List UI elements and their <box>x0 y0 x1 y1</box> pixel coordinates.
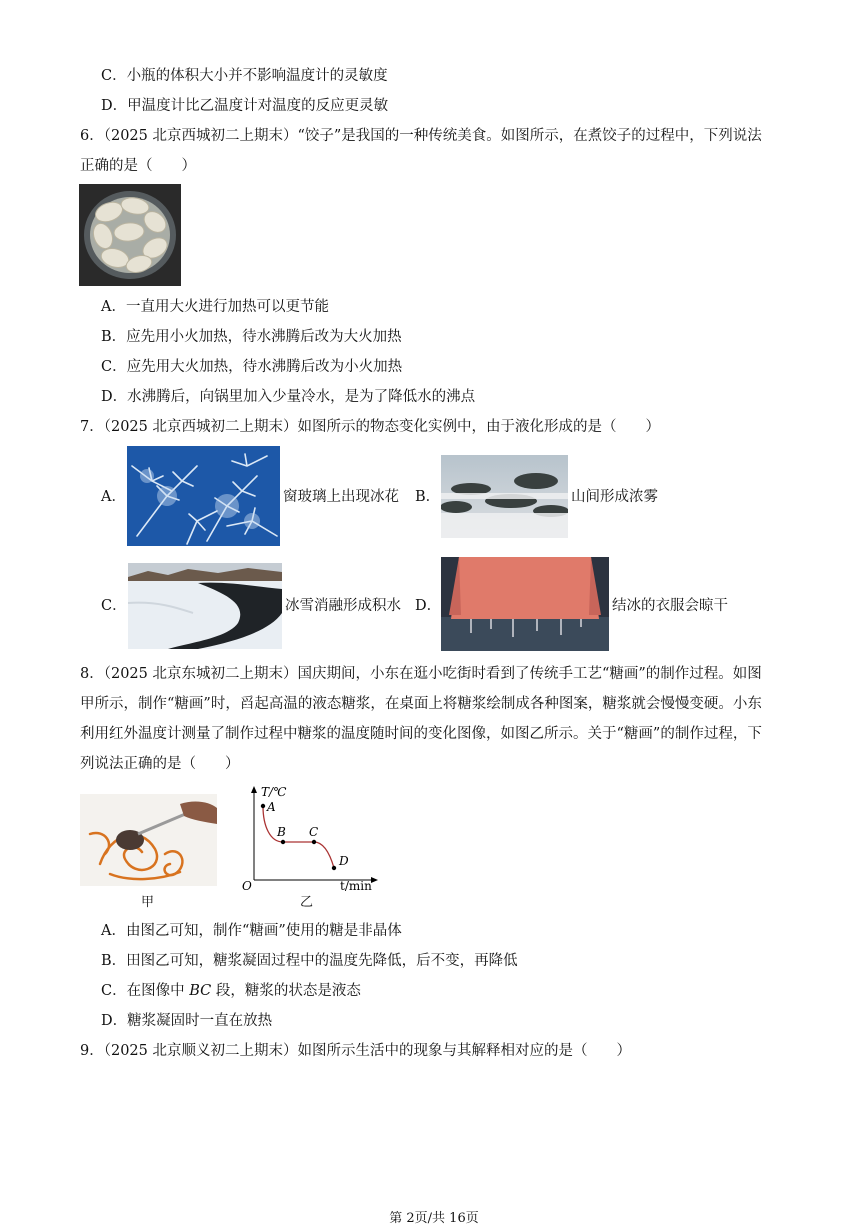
q8-stem-line2: 甲所示，制作“糖画”时，舀起高温的液态糖浆，在桌面上将糖浆绘制成各种图案，糖浆就会慢慢变硬。小东 <box>80 696 762 712</box>
q6-stem-line2: 正确的是（ ） <box>80 158 196 174</box>
y-axis-label: T/℃ <box>261 785 287 799</box>
q7-option-a-letter: A． <box>101 489 126 505</box>
q8-stem-line3: 利用红外温度计测量了制作过程中糖浆的温度随时间的变化图像，如图乙所示。关于“糖画”的制作过程，下 <box>80 726 762 742</box>
point-b-dot <box>281 840 285 844</box>
q8-option-d: D．糖浆凝固时一直在放热 <box>101 1013 273 1029</box>
mountain-fog-photo <box>441 455 568 538</box>
ice-flower-photo <box>127 446 280 546</box>
melting-snow-photo <box>128 563 282 649</box>
temperature-time-graph <box>238 784 380 892</box>
q6-option-b: B．应先用小火加热，待水沸腾后改为大火加热 <box>101 329 402 345</box>
fig-jia-label: 甲 <box>141 895 155 910</box>
cooling-curve <box>263 806 334 868</box>
frozen-clothes-photo <box>441 557 609 651</box>
origin-label: O <box>242 879 252 892</box>
point-b-label: B <box>277 825 286 839</box>
q7-option-c-letter: C． <box>101 598 127 614</box>
q8-stem-line1: 8．（2025 北京东城初二上期末）国庆期间，小东在逛小吃街时看到了传统手工艺“糖画”的制作过程。如图 <box>80 666 762 682</box>
q8-stem-line4: 列说法正确的是（ ） <box>80 756 240 772</box>
q8-option-c-segment: BC <box>189 983 212 999</box>
q7-option-c-caption: 冰雪消融形成积水 <box>285 598 401 614</box>
q7-option-b-caption: 山间形成浓雾 <box>571 489 658 505</box>
q7-stem: 7．（2025 北京西城初二上期末）如图所示的物态变化实例中，由于液化形成的是（ ） <box>80 419 660 435</box>
sugar-painting-photo <box>80 794 217 886</box>
q6-option-a: A．一直用大火进行加热可以更节能 <box>101 299 329 315</box>
q6-option-d: D．水沸腾后，向锅里加入少量冷水，是为了降低水的沸点 <box>101 389 476 405</box>
page-footer: 第 2页/共 16页 <box>389 1211 479 1226</box>
q7-option-a-caption: 窗玻璃上出现冰花 <box>283 489 399 505</box>
point-a-dot <box>261 804 265 808</box>
q7-option-d-caption: 结冰的衣服会晾干 <box>612 598 728 614</box>
q5-option-c: C．小瓶的体积大小并不影响温度计的灵敏度 <box>101 68 388 84</box>
x-axis-label: t/min <box>340 879 372 892</box>
q6-option-c: C．应先用大火加热，待水沸腾后改为小火加热 <box>101 359 403 375</box>
q8-option-b: B．田图乙可知，糖浆凝固过程中的温度先降低，后不变，再降低 <box>101 953 518 969</box>
fig-yi-label: 乙 <box>300 895 314 910</box>
dumplings-photo <box>79 184 181 286</box>
q8-option-c-post: 段，糖浆的状态是液态 <box>211 983 361 999</box>
q8-option-c <box>101 981 361 1001</box>
q7-option-b-letter: B． <box>415 489 441 505</box>
point-a-label: A <box>267 800 276 814</box>
point-c-label: C <box>309 825 319 839</box>
q5-option-d: D．甲温度计比乙温度计对温度的反应更灵敏 <box>101 98 389 114</box>
point-c-dot <box>312 840 316 844</box>
q8-option-a: A．由图乙可知，制作“糖画”使用的糖是非晶体 <box>101 923 402 939</box>
point-d-dot <box>332 866 336 870</box>
q6-stem-line1: 6．（2025 北京西城初二上期末）“饺子”是我国的一种传统美食。如图所示，在煮饺子的过程中，下列说法 <box>80 128 762 144</box>
q7-option-d-letter: D． <box>415 598 442 614</box>
q9-stem: 9．（2025 北京顺义初二上期末）如图所示生活中的现象与其解释相对应的是（ ） <box>80 1043 631 1059</box>
q8-option-c-pre: C．在图像中 <box>101 983 190 999</box>
point-d-label: D <box>339 854 349 868</box>
